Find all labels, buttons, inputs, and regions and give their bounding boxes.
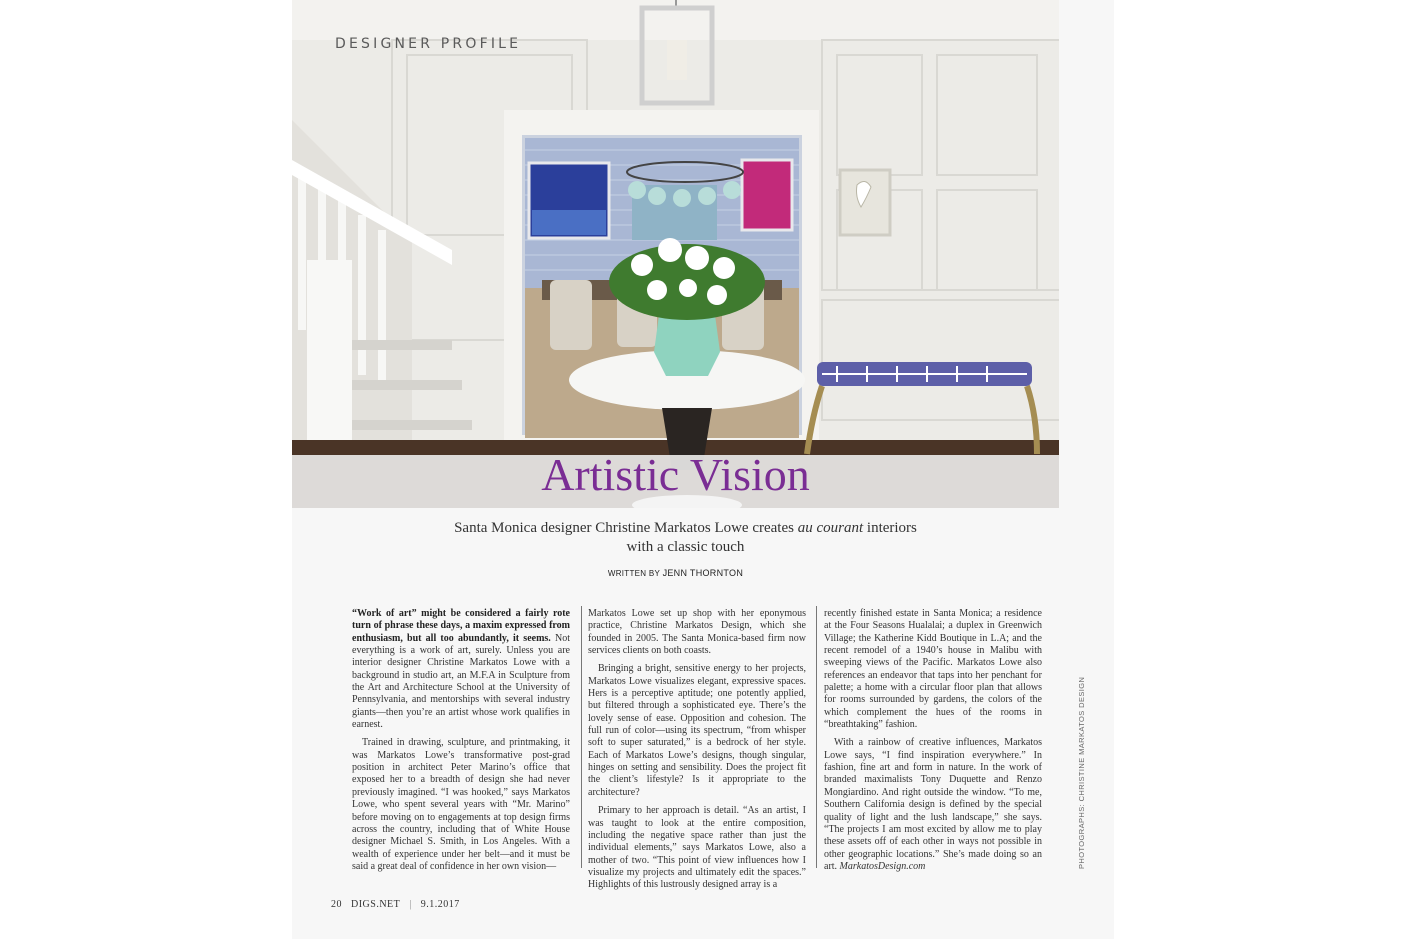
article-deck xyxy=(452,519,919,557)
paragraph: Bringing a bright, sensitive energy to her projects, Markatos Lowe visualizes elegant, expressive spaces. Hers is a perceptive aptitude; one potently applied, but filtered through a sophisticated eye. There’s the lovely sense of ease. Opposition and cohesion. The full run of color—using its spectrum, “from whisper soft to super saturated,” is a bedrock of her style. Each of Markatos Lowe’s designs, though singular, hinges on setting and sensibility. Does the project fit the client’s lifestyle? Is it appropriate to the architecture? xyxy=(588,663,806,798)
deck-text-end: interiors with a classic touch xyxy=(626,520,917,555)
section-kicker: DESIGNER PROFILE xyxy=(335,36,522,52)
byline-author: JENN THORNTON xyxy=(662,568,744,578)
byline xyxy=(292,568,1059,578)
page-number: 20 xyxy=(331,899,342,910)
hero-photo xyxy=(292,0,1059,508)
paragraph-text: Not everything is a work of art, surely. Unless you are interior designer Christine Markatos Lowe with a background in studio art, an M.F.A in Sculpture from the Art and Architecture School at the University of Pennsylvania, and mentorships with several industry giants—then you’re an artist whose work qualifies in earnest. xyxy=(352,632,571,731)
folio-date: 9.1.2017 xyxy=(420,899,460,910)
byline-prefix: WRITTEN BY xyxy=(607,569,663,578)
deck-italic: au courant xyxy=(797,520,864,536)
paragraph-text: With a rainbow of creative influences, Markatos Lowe says, “I find inspiration everywhere.” In fashion, fine art and form in nature. In the work of branded maximalists Tony Duquette and Renzo Mongiardino. And right outside the window. “To me, Southern California design is defined by the special quality of light and the lush landscape,” she says. “The projects I am most excited by allow me to play these assets off of each other in ways not possible in other geographic locations.” She’s made doing so an art. xyxy=(824,737,1042,872)
website-link[interactable]: MarkatosDesign.com xyxy=(839,860,926,872)
paragraph: recently finished estate in Santa Monica; a residence at the Four Seasons Hualalai; a duplex in Greenwich Village; the Katherine Kidd Boutique in L.A; and the recent remodel of a 1940’s house in Malibu with sweeping views of the Pacific. Markatos Lowe also references an endeavor that taps into her penchant for palette; a home with a circular floor plan that allows for rooms surrounded by gardens, the colors of the which complement the hues of the rooms in “breathtaking” fashion. xyxy=(824,608,1042,731)
folio-site: DIGS.NET xyxy=(351,899,401,910)
paragraph: Primary to her approach is detail. “As an artist, I was taught to look at the entire composition, including the negative space rather than just the individual elements,” says Markatos Lowe, also a mother of two. “This point of view influences how I visualize my projects and ultimately edit the spaces.” Highlights of this lustrously designed array is a xyxy=(588,805,806,891)
column-rule xyxy=(816,606,817,868)
paragraph xyxy=(824,737,1042,873)
folio-separator: | xyxy=(409,899,412,910)
deck-text-start: Santa Monica designer Christine Markatos Lowe creates xyxy=(454,520,798,536)
text-column-3 xyxy=(824,608,1042,879)
folio xyxy=(331,899,466,910)
magazine-page xyxy=(292,0,1114,939)
column-rule xyxy=(581,606,582,868)
entry-hall-illustration xyxy=(292,0,1059,508)
paragraph xyxy=(352,608,570,731)
paragraph: Markatos Lowe set up shop with her eponymous practice, Christine Markatos Design, which she founded in 2005. The Santa Monica-based firm now services clients on both coasts. xyxy=(588,608,806,657)
photo-credit: PHOTOGRAPHS: CHRISTINE MARKATOS DESIGN xyxy=(1077,676,1086,869)
text-column-1 xyxy=(352,608,570,879)
article-title: Artistic Vision xyxy=(541,449,810,500)
lede: “Work of art” might be considered a fairly rote turn of phrase these days, a maxim expressed from enthusiasm, but all too abundantly, it seems. xyxy=(352,608,570,644)
text-column-2 xyxy=(588,608,806,898)
paragraph: Trained in drawing, sculpture, and printmaking, it was Markatos Lowe’s transformative post-grad position in architect Peter Marino’s office that exposed her to a breadth of design she had never previously imagined. “I was hooked,” says Markatos Lowe, who spent several years with “Mr. Marino” before moving on to engagements at top design firms across the country, including that of White House designer Michael S. Smith, in Los Angeles. With a wealth of experience under her belt—and it must be said a great deal of confidence in her own vision— xyxy=(352,737,570,872)
